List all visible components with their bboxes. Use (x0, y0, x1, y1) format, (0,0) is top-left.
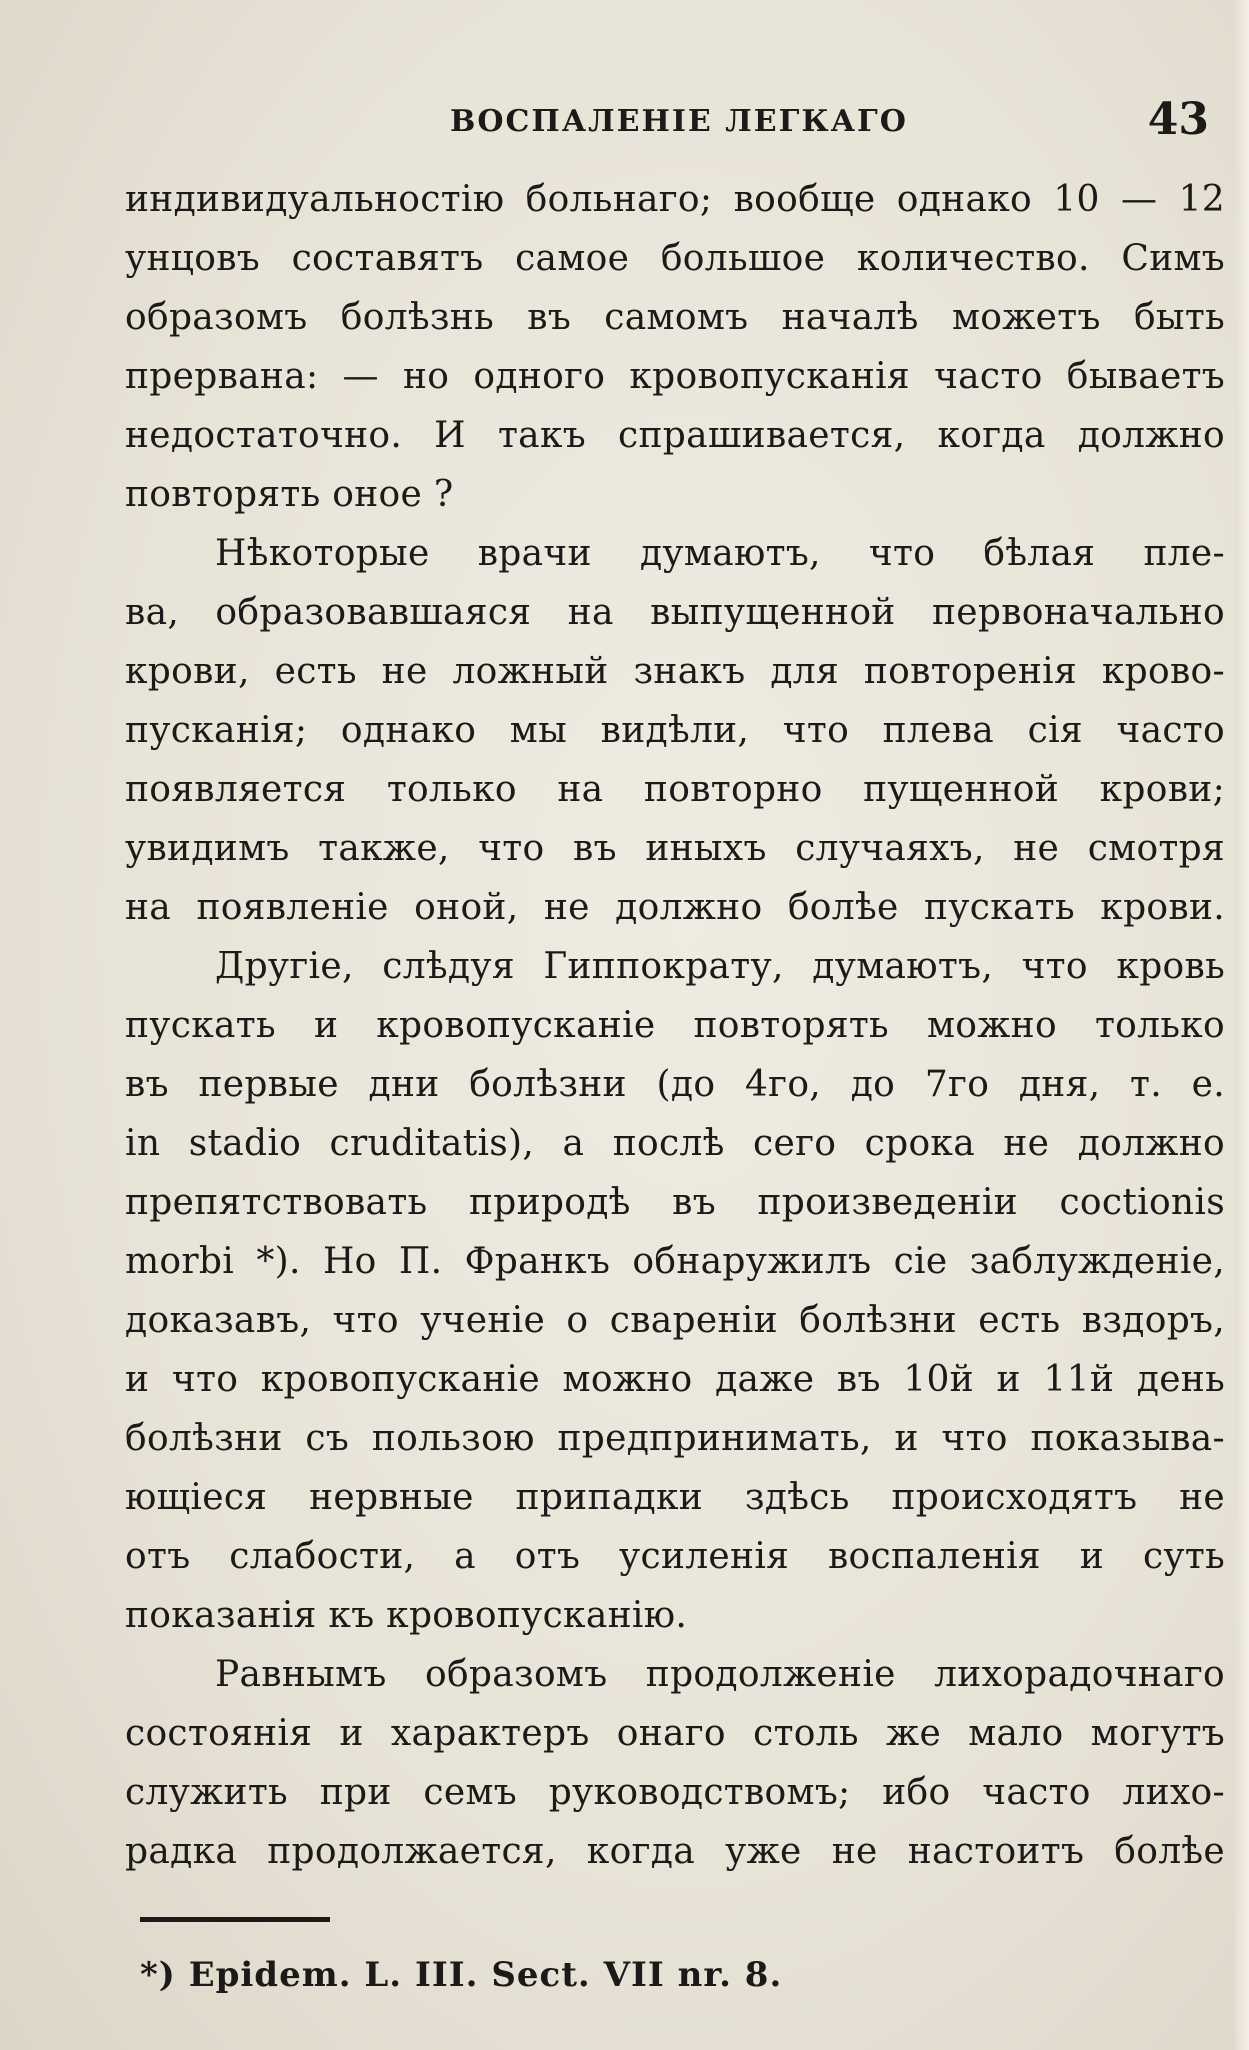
text-line: радка продолжается, когда уже не настоитъ болѣе (125, 1831, 1225, 1872)
text-line: отъ слабости, а отъ усиленія воспаленія и суть (125, 1536, 1225, 1577)
text-line: появляется только на повторно пущенной крови; (125, 769, 1225, 810)
text-line: ющіеся нервные припадки здѣсь происходятъ не (125, 1477, 1225, 1518)
text-line: въ первые дни болѣзни (до 4го, до 7го дня, т. е. (125, 1064, 1225, 1105)
page-header (125, 94, 1225, 150)
text-line: состоянія и характеръ онаго столь же мало могутъ (125, 1713, 1225, 1754)
running-title: ВОСПАЛЕНІЕ ЛЕГКАГО (450, 104, 908, 139)
text-line: ва, образовавшаяся на выпущенной первоначально (125, 592, 1225, 633)
text-line: показанія къ кровопусканію. (125, 1595, 688, 1636)
text-line: Равнымъ образомъ продолженіе лихорадочнаго (215, 1654, 1225, 1695)
text-line: in stadio cruditatis), а послѣ сего срока не должно (125, 1123, 1225, 1164)
text-line: Нѣкоторые врачи думаютъ, что бѣлая пле- (215, 533, 1225, 574)
footnote-rule (140, 1917, 330, 1922)
footnote: *) Epidem. L. III. Sect. VII nr. 8. (140, 1955, 783, 1995)
text-line: доказавъ, что ученіе о свареніи болѣзни есть вздоръ, (125, 1300, 1225, 1341)
text-line: образомъ болѣзнь въ самомъ началѣ можетъ быть (125, 297, 1225, 338)
text-line: препятствовать природѣ въ произведеніи coctionis (125, 1182, 1225, 1223)
page-edge (1235, 0, 1249, 2050)
text-line: унцовъ составятъ самое большое количество. Симъ (125, 238, 1225, 279)
text-line: Другіе, слѣдуя Гиппократу, думаютъ, что кровь (215, 946, 1225, 987)
text-line: прервана: — но одного кровопусканія часто бываетъ (125, 356, 1225, 397)
text-line: крови, есть не ложный знакъ для повторенія крово- (125, 651, 1225, 692)
text-line: на появленіе оной, не должно болѣе пускать крови. (125, 887, 1225, 928)
text-line: болѣзни съ пользою предпринимать, и что показыва- (125, 1418, 1225, 1459)
text-line: повторять оное ? (125, 474, 454, 515)
text-line: индивидуальностію больнаго; вообще однако 10 — 12 (125, 179, 1225, 220)
text-line: служить при семъ руководствомъ; ибо часто лихо- (125, 1772, 1225, 1813)
text-line: увидимъ также, что въ иныхъ случаяхъ, не смотря (125, 828, 1225, 869)
text-line: пускать и кровопусканіе повторять можно только (125, 1005, 1225, 1046)
page-number: 43 (1147, 94, 1209, 145)
text-line: morbi *). Но П. Франкъ обнаружилъ сіе заблужденіе, (125, 1241, 1225, 1282)
text-line: недостаточно. И такъ спрашивается, когда должно (125, 415, 1225, 456)
body-text (125, 170, 1225, 1881)
text-line: пусканія; однако мы видѣли, что плева сія часто (125, 710, 1225, 751)
text-line: и что кровопусканіе можно даже въ 10й и 11й день (125, 1359, 1225, 1400)
